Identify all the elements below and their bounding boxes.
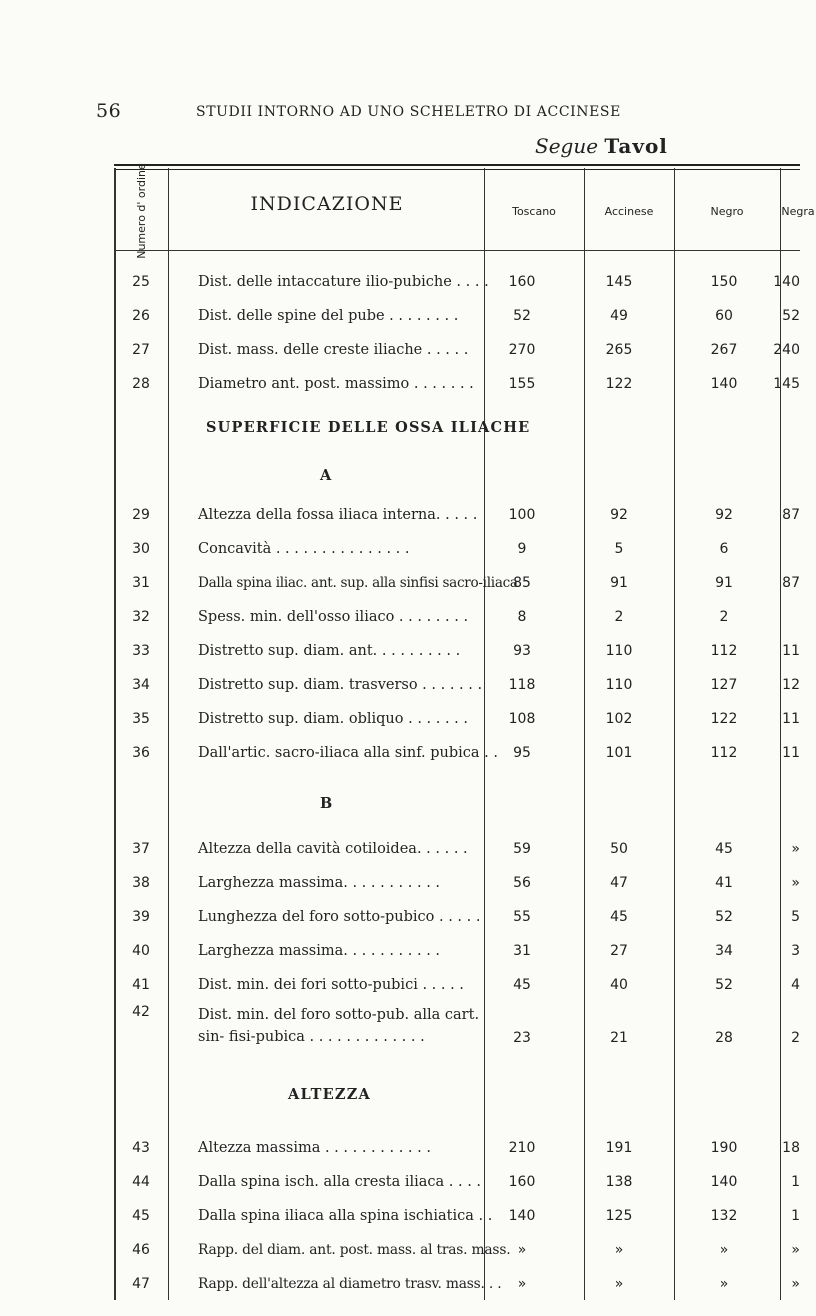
value-accinese: 45 [610, 909, 628, 925]
section-heading-superficie: SUPERFICIE DELLE OSSA ILIACHE [206, 419, 531, 436]
value-accinese: 138 [605, 1174, 633, 1190]
row-label: Dist. min. del foro sotto-pub. alla cart. sin- fisi-pubica . . . . . . . . . . . . . [198, 1007, 480, 1045]
value-accinese: 102 [605, 711, 633, 727]
value-negro: 132 [710, 1208, 738, 1224]
row-number: 29 [132, 507, 150, 523]
value-accinese: 125 [605, 1208, 633, 1224]
value-toscano: 140 [508, 1208, 536, 1224]
row-number: 35 [132, 711, 150, 727]
value-negro: 190 [710, 1140, 738, 1156]
row-label: Altezza massima . . . . . . . . . . . . [198, 1140, 431, 1156]
table-row [114, 1234, 800, 1268]
value-toscano: 270 [508, 342, 536, 358]
row-number: 38 [132, 875, 150, 891]
value-toscano: 210 [508, 1140, 536, 1156]
value-negra: 1 [791, 1174, 800, 1190]
value-negro: 6 [719, 541, 729, 557]
value-negro: 112 [710, 745, 738, 761]
value-negro: 2 [719, 609, 729, 625]
value-toscano: 9 [517, 541, 527, 557]
page-number: 56 [96, 100, 122, 122]
row-label: Altezza della fossa iliaca interna. . . . . [198, 507, 478, 523]
table-row [114, 601, 800, 635]
value-negro: 52 [715, 977, 733, 993]
value-negro: 60 [715, 308, 733, 324]
row-label: Altezza della cavità cotiloidea. . . . . . [198, 841, 468, 857]
value-accinese: » [614, 1242, 624, 1258]
value-negro: 28 [715, 1030, 733, 1046]
row-label: Dalla spina iliaca alla spina ischiatica . . [198, 1208, 493, 1224]
value-toscano: 155 [508, 376, 536, 392]
value-accinese: 122 [605, 376, 633, 392]
value-negra: 52 [782, 308, 800, 324]
row-number: 42 [132, 1004, 150, 1020]
row-label: Rapp. dell'altezza al diametro trasv. mass. . . [198, 1276, 502, 1292]
value-toscano: » [517, 1242, 527, 1258]
value-negro: » [719, 1276, 729, 1292]
value-toscano: 93 [513, 643, 531, 659]
row-number: 31 [132, 575, 150, 591]
table-row [114, 969, 800, 1003]
value-accinese: 191 [605, 1140, 633, 1156]
header-toscano: Toscano [512, 204, 556, 218]
row-label: Concavità . . . . . . . . . . . . . . . [198, 541, 410, 557]
table-row [114, 1132, 800, 1166]
continuation-word: Tavol [604, 134, 668, 158]
row-number: 46 [132, 1242, 150, 1258]
value-negro: 140 [710, 376, 738, 392]
value-accinese: 110 [605, 677, 633, 693]
value-negro: 127 [710, 677, 738, 693]
row-number: 39 [132, 909, 150, 925]
value-accinese: 2 [614, 609, 624, 625]
value-negro: 112 [710, 643, 738, 659]
value-toscano: 85 [513, 575, 531, 591]
row-number: 30 [132, 541, 150, 557]
measurement-table [114, 163, 815, 1300]
value-toscano: » [517, 1276, 527, 1292]
value-accinese: 265 [605, 342, 633, 358]
value-accinese: 47 [610, 875, 628, 891]
value-toscano: 100 [508, 507, 536, 523]
value-negra: 11 [782, 711, 800, 727]
value-negra: » [791, 875, 800, 891]
continuation-label [535, 134, 668, 158]
row-label: Dalla spina iliac. ant. sup. alla sinfisi sacro-iliaca [198, 575, 518, 591]
row-label: Dalla spina isch. alla cresta iliaca . . . . [198, 1174, 482, 1190]
value-toscano: 160 [508, 1174, 536, 1190]
row-label: Distretto sup. diam. trasverso . . . . . . . [198, 677, 483, 693]
value-negro: 150 [710, 274, 738, 290]
table-top-rule [114, 164, 800, 166]
row-label: Rapp. del diam. ant. post. mass. al tras. mass. [198, 1242, 511, 1258]
row-number: 41 [132, 977, 150, 993]
table-row [114, 1166, 800, 1200]
value-negro: 92 [715, 507, 733, 523]
value-toscano: 23 [513, 1030, 531, 1046]
row-label: Dist. mass. delle creste iliache . . . . . [198, 342, 469, 358]
value-negro: » [719, 1242, 729, 1258]
row-label: Dist. min. dei fori sotto-pubici . . . . . [198, 977, 464, 993]
value-toscano: 56 [513, 875, 531, 891]
row-number: 47 [132, 1276, 150, 1292]
value-accinese: 101 [605, 745, 633, 761]
value-negra: 2 [791, 1030, 800, 1046]
value-accinese: 49 [610, 308, 628, 324]
value-negra: » [791, 1242, 800, 1258]
value-toscano: 108 [508, 711, 536, 727]
value-negra: 12 [782, 677, 800, 693]
value-toscano: 8 [517, 609, 527, 625]
header-rule [114, 250, 800, 251]
value-negra: 18 [782, 1140, 800, 1156]
row-number: 40 [132, 943, 150, 959]
value-accinese: 21 [610, 1030, 628, 1046]
table-row [114, 703, 800, 737]
table-row [114, 867, 800, 901]
row-number: 26 [132, 308, 150, 324]
row-label: Larghezza massima. . . . . . . . . . . [198, 875, 441, 891]
row-number: 32 [132, 609, 150, 625]
value-negro: 45 [715, 841, 733, 857]
row-number: 37 [132, 841, 150, 857]
value-negro: 267 [710, 342, 738, 358]
running-title: STUDII INTORNO AD UNO SCHELETRO DI ACCINESE [196, 104, 621, 120]
value-negro: 52 [715, 909, 733, 925]
row-label: Diametro ant. post. massimo . . . . . . . [198, 376, 474, 392]
row-number: 44 [132, 1174, 150, 1190]
table-top-rule-thin [114, 169, 800, 170]
value-accinese: 27 [610, 943, 628, 959]
value-negro: 91 [715, 575, 733, 591]
row-number: 36 [132, 745, 150, 761]
value-negra: 11 [782, 745, 800, 761]
table-row [114, 1268, 800, 1302]
header-negra: Negra [781, 204, 815, 218]
value-negro: 122 [710, 711, 738, 727]
value-negra: 87 [782, 507, 800, 523]
value-toscano: 45 [513, 977, 531, 993]
table-row [114, 533, 800, 567]
value-accinese: » [614, 1276, 624, 1292]
table-row [114, 567, 800, 601]
value-accinese: 5 [614, 541, 624, 557]
value-toscano: 59 [513, 841, 531, 857]
header-order-label: Numero d' ordine [135, 163, 148, 259]
value-accinese: 50 [610, 841, 628, 857]
row-label: Dist. delle spine del pube . . . . . . . . [198, 308, 459, 324]
value-negra: » [791, 1276, 800, 1292]
row-label: Spess. min. dell'osso iliaco . . . . . . . . [198, 609, 469, 625]
continuation-text: Segue [535, 134, 599, 158]
value-toscano: 160 [508, 274, 536, 290]
section-heading-altezza: ALTEZZA [288, 1086, 371, 1103]
row-label: Distretto sup. diam. ant. . . . . . . . . . [198, 643, 461, 659]
row-number: 33 [132, 643, 150, 659]
table-row [114, 1004, 800, 1064]
row-number: 43 [132, 1140, 150, 1156]
row-number: 25 [132, 274, 150, 290]
value-negro: 34 [715, 943, 733, 959]
row-label: Dist. delle intaccature ilio-pubiche . . . . [198, 274, 489, 290]
header-negro: Negro [710, 204, 744, 218]
row-number: 28 [132, 376, 150, 392]
table-row [114, 737, 800, 771]
row-number: 34 [132, 677, 150, 693]
table-row [114, 833, 800, 867]
table-row [114, 669, 800, 703]
table-row [114, 499, 800, 533]
table-row [114, 935, 800, 969]
value-negro: 140 [710, 1174, 738, 1190]
value-negra: 4 [791, 977, 800, 993]
value-accinese: 145 [605, 274, 633, 290]
row-label: Dall'artic. sacro-iliaca alla sinf. pubica . . [198, 745, 499, 761]
section-heading-a: A [320, 467, 333, 484]
value-toscano: 118 [508, 677, 536, 693]
value-toscano: 95 [513, 745, 531, 761]
section-heading-b: B [320, 795, 334, 812]
value-negro: 41 [715, 875, 733, 891]
value-negra: 3 [791, 943, 800, 959]
value-negra: 145 [773, 376, 800, 392]
table-row [114, 368, 800, 402]
row-number: 27 [132, 342, 150, 358]
value-negra: » [791, 841, 800, 857]
table-row [114, 334, 800, 368]
value-toscano: 52 [513, 308, 531, 324]
row-label: Distretto sup. diam. obliquo . . . . . . . [198, 711, 469, 727]
value-negra: 1 [791, 1208, 800, 1224]
value-accinese: 91 [610, 575, 628, 591]
row-number: 45 [132, 1208, 150, 1224]
header-accinese: Accinese [604, 204, 654, 218]
header-indication: INDICAZIONE [250, 193, 404, 215]
value-negra: 140 [773, 274, 800, 290]
row-label: Lunghezza del foro sotto-pubico . . . . . [198, 909, 481, 925]
table-row [114, 300, 800, 334]
value-accinese: 92 [610, 507, 628, 523]
value-toscano: 55 [513, 909, 531, 925]
value-negra: 11 [782, 643, 800, 659]
value-negra: 87 [782, 575, 800, 591]
table-row [114, 266, 800, 300]
value-negra: 5 [791, 909, 800, 925]
value-negra: 240 [773, 342, 800, 358]
row-label: Larghezza massima. . . . . . . . . . . [198, 943, 441, 959]
table-row [114, 901, 800, 935]
value-accinese: 110 [605, 643, 633, 659]
header-order [116, 163, 168, 259]
value-accinese: 40 [610, 977, 628, 993]
table-row [114, 635, 800, 669]
table-row [114, 1200, 800, 1234]
value-toscano: 31 [513, 943, 531, 959]
